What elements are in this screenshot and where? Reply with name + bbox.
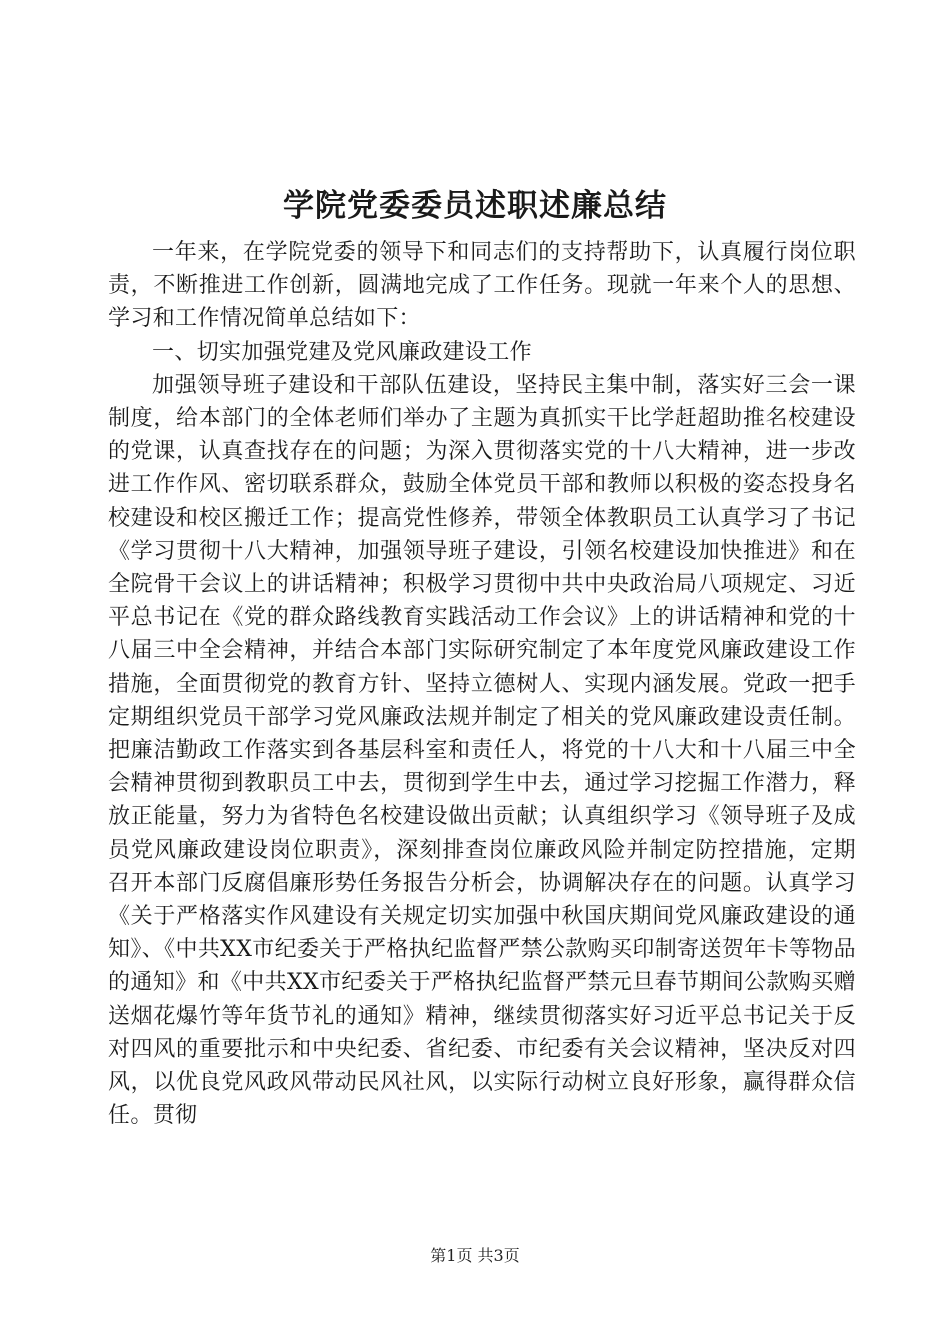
section-heading: 一、切实加强党建及党风廉政建设工作 bbox=[152, 339, 532, 365]
body-paragraph: 加强领导班子建设和干部队伍建设，坚持民主集中制，落实好三会一课制度，给本部门的全体老师们举办了主题为真抓实干比学赶超助推名校建设的党课，认真查找存在的问题；为深入贯彻落实党的十八大精神，进一步改进工作作风、密切联系群众，鼓励全体党员干部和教师以积极的姿态投身名校建设和校区搬迁工作；提高党性修养，带领全体教职员工认真学习了书记《学习贯彻十八大精神，加强领导班子建设，引领名校建设加快推进》和在全院骨干会议上的讲话精神；积极学习贯彻中共中央政治局八项规定、习近平总书记在《党的群众路线教育实践活动工作会议》上的讲话精神和党的十八届三中全会精神，并结合本部门实际研究制定了本年度党风廉政建设工作措施，全面贯彻党的教育方针、坚持立德树人、实现内涵发展。党政一把手定期组织党员干部学习党风廉政法规并制定了相关的党风廉政建设责任制。把廉洁勤政工作落实到各基层科室和责任人，将党的十八大和十八届三中全会精神贯彻到教职员工中去，贯彻到学生中去，通过学习挖掘工作潜力，释放正能量，努力为省特色名校建设做出贡献；认真组织学习《领导班子及成员党风廉政建设岗位职责》，深刻排查岗位廉政风险并制定防控措施，定期召开本部门反腐倡廉形势任务报告分析会，协调解决存在的问题。认真学习《关于严格落实作风建设有关规定切实加强中秋国庆期间党风廉政建设的通知》、《中共XX市纪委关于严格执纪监督严禁公款购买印制寄送贺年卡等物品的通知》和《中共XX市纪委关于严格执纪监督严禁元旦春节期间公款购买赠送烟花爆竹等年货节礼的通知》精神，继续贯彻落实好习近平总书记关于反对四风的重要批示和中央纪委、省纪委、市纪委有关会议精神，坚决反对四风，以优良党风政风带动民风社风，以实际行动树立良好形象，赢得群众信任。贯彻 bbox=[108, 372, 856, 1129]
page-footer: 第1页 共3页 bbox=[430, 1246, 520, 1265]
document-title: 学院党委委员述职述廉总结 bbox=[283, 188, 667, 224]
document-body bbox=[108, 236, 856, 1132]
intro-paragraph: 一年来，在学院党委的领导下和同志们的支持帮助下，认真履行岗位职责，不断推进工作创新，圆满地完成了工作任务。现就一年来个人的思想、学习和工作情况简单总结如下： bbox=[108, 240, 856, 332]
